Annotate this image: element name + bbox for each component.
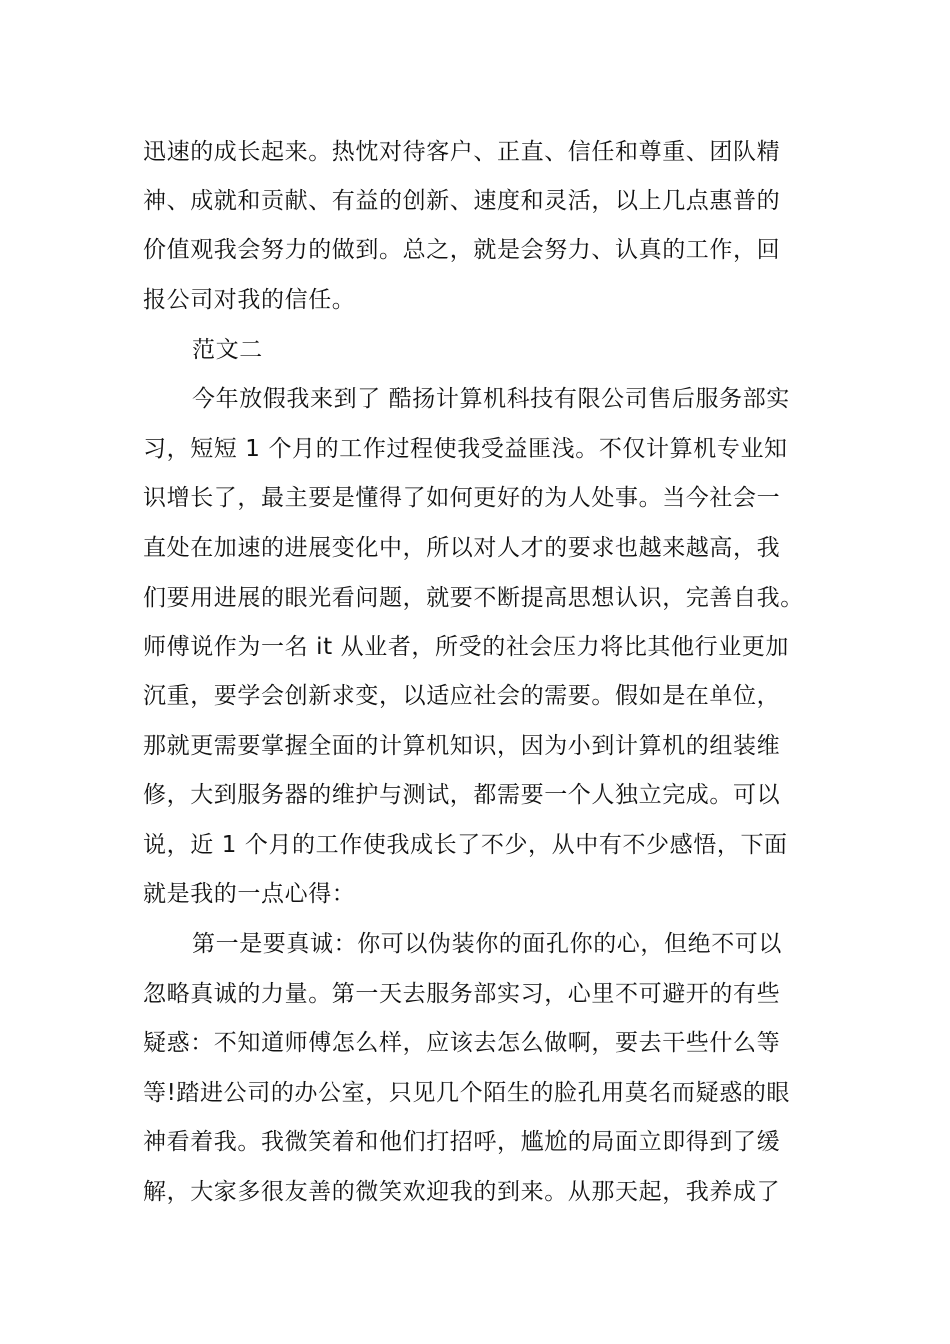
text-line: 习，短短 1 个月的工作过程使我受益匪浅。不仅计算机专业知	[143, 436, 788, 462]
text-line: 报公司对我的信任。	[143, 287, 356, 313]
text-line: 沉重，要学会创新求变，以适应社会的需要。假如是在单位，	[143, 683, 781, 709]
text-line: 修，大到服务器的维护与测试，都需要一个人独立完成。可以	[143, 782, 781, 808]
text-line: 说，近 1 个月的工作使我成长了不少，从中有不少感悟，下面	[143, 832, 788, 858]
text-line: 疑惑：不知道师傅怎么样，应该去怎么做啊，要去干些什么等	[143, 1030, 781, 1056]
text-line: 就是我的一点心得：	[143, 881, 356, 907]
text-line: 忽略真诚的力量。第一天去服务部实习，心里不可避开的有些	[143, 981, 781, 1007]
paragraph-first-line: 今年放假我来到了 酷扬计算机科技有限公司售后服务部实	[192, 386, 790, 412]
text-line: 神看着我。我微笑着和他们打招呼，尴尬的局面立即得到了缓	[143, 1129, 781, 1155]
text-line: 识增长了，最主要是懂得了如何更好的为人处事。当今社会一	[143, 485, 781, 511]
text-line: 解，大家多很友善的微笑欢迎我的到来。从那天起，我养成了	[143, 1179, 781, 1205]
section-heading: 范文二	[192, 337, 263, 363]
text-line: 们要用进展的眼光看问题，就要不断提高思想认识，完善自我。	[143, 585, 804, 611]
text-line: 那就更需要掌握全面的计算机知识，因为小到计算机的组装维	[143, 733, 781, 759]
paragraph-first-line: 第一是要真诚：你可以伪装你的面孔你的心，但绝不可以	[192, 931, 782, 957]
text-line: 直处在加速的进展变化中，所以对人才的要求也越来越高，我	[143, 535, 781, 561]
text-line: 迅速的成长起来。热忱对待客户、正直、信任和尊重、团队精	[143, 139, 781, 165]
text-line: 等!踏进公司的办公室，只见几个陌生的脸孔用莫名而疑惑的眼	[143, 1080, 791, 1106]
text-line: 价值观我会努力的做到。总之，就是会努力、认真的工作，回	[143, 237, 781, 263]
text-line: 神、成就和贡献、有益的创新、速度和灵活，以上几点惠普的	[143, 188, 781, 214]
text-line: 师傅说作为一名 it 从业者，所受的社会压力将比其他行业更加	[143, 634, 790, 660]
